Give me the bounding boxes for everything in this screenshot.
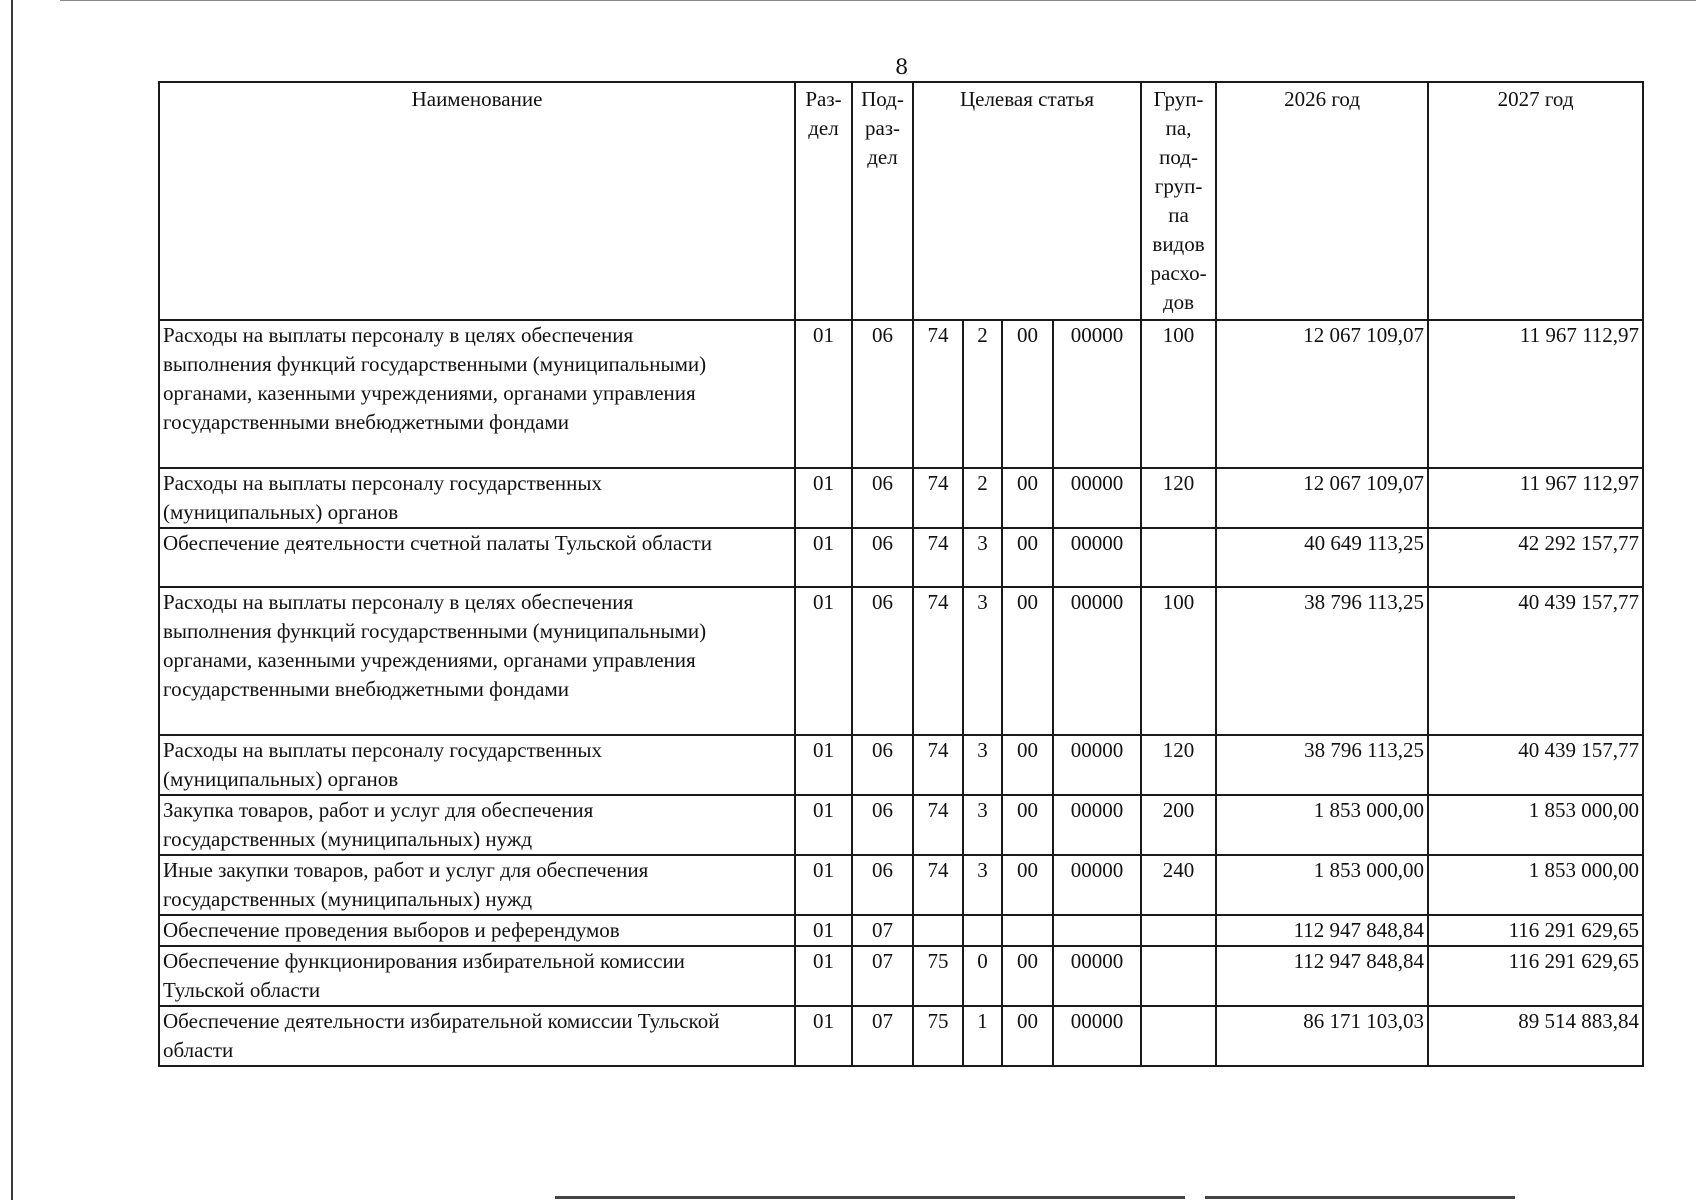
row-subsection: 06	[852, 795, 913, 855]
row-name	[159, 735, 795, 795]
row-section: 01	[795, 915, 852, 946]
row-name-line: государственными внебюджетными фондами	[163, 410, 570, 434]
row-amount-2027: 116 291 629,65	[1428, 946, 1643, 1006]
row-target-subprogram	[963, 915, 1002, 946]
row-target-direction: 00000	[1053, 855, 1141, 915]
table-row	[159, 735, 1643, 795]
row-target-subprogram: 2	[963, 320, 1002, 468]
row-name-line: органами, казенными учреждениями, органами управления	[163, 648, 696, 672]
row-amount-2026: 38 796 113,25	[1216, 735, 1428, 795]
row-expense-group	[1141, 1006, 1216, 1066]
row-target-event: 00	[1002, 855, 1053, 915]
row-target-event: 00	[1002, 587, 1053, 735]
row-amount-2026: 112 947 848,84	[1216, 915, 1428, 946]
row-target-event: 00	[1002, 1006, 1053, 1066]
row-expense-group: 120	[1141, 468, 1216, 528]
row-name-line: Тульской области	[163, 978, 321, 1002]
row-name-line: (муниципальных) органов	[163, 767, 399, 791]
row-amount-2026: 38 796 113,25	[1216, 587, 1428, 735]
header-subsection: Под- раз- дел	[852, 82, 913, 320]
row-name-line: выполнения функций государственными (муниципальными)	[163, 619, 707, 643]
row-target-program: 75	[913, 1006, 963, 1066]
row-name-line: Обеспечение деятельности избирательной комиссии Тульской	[163, 1009, 720, 1033]
row-target-event: 00	[1002, 735, 1053, 795]
row-name-line: Обеспечение деятельности счетной палаты Тульской области	[163, 531, 712, 555]
row-target-direction: 00000	[1053, 320, 1141, 468]
row-target-event	[1002, 915, 1053, 946]
row-target-subprogram: 1	[963, 1006, 1002, 1066]
row-name-line: государственных (муниципальных) нужд	[163, 827, 533, 851]
row-target-subprogram: 3	[963, 855, 1002, 915]
row-subsection: 06	[852, 528, 913, 587]
row-target-subprogram: 3	[963, 528, 1002, 587]
row-amount-2026: 1 853 000,00	[1216, 855, 1428, 915]
header-year-2026: 2026 год	[1216, 82, 1428, 320]
row-target-subprogram: 2	[963, 468, 1002, 528]
scan-edge-left	[11, 0, 13, 1200]
row-name	[159, 320, 795, 468]
row-name	[159, 795, 795, 855]
row-name-line: органами, казенными учреждениями, органами управления	[163, 381, 696, 405]
row-target-program: 74	[913, 735, 963, 795]
table-row	[159, 946, 1643, 1006]
row-amount-2027: 42 292 157,77	[1428, 528, 1643, 587]
table-row	[159, 587, 1643, 735]
row-amount-2027: 40 439 157,77	[1428, 735, 1643, 795]
row-subsection: 06	[852, 320, 913, 468]
row-amount-2026: 40 649 113,25	[1216, 528, 1428, 587]
table-row	[159, 855, 1643, 915]
table-row	[159, 1006, 1643, 1066]
budget-table	[158, 81, 1644, 1067]
row-section: 01	[795, 587, 852, 735]
row-target-event: 00	[1002, 795, 1053, 855]
row-amount-2026: 12 067 109,07	[1216, 468, 1428, 528]
table-row	[159, 915, 1643, 946]
row-target-direction	[1053, 915, 1141, 946]
row-section: 01	[795, 528, 852, 587]
row-target-subprogram: 3	[963, 795, 1002, 855]
row-expense-group: 120	[1141, 735, 1216, 795]
row-section: 01	[795, 735, 852, 795]
row-amount-2027: 1 853 000,00	[1428, 795, 1643, 855]
header-year-2027: 2027 год	[1428, 82, 1643, 320]
header-target-article: Целевая статья	[913, 82, 1141, 320]
row-amount-2026: 86 171 103,03	[1216, 1006, 1428, 1066]
row-target-program: 74	[913, 587, 963, 735]
row-expense-group: 100	[1141, 320, 1216, 468]
row-subsection: 06	[852, 735, 913, 795]
row-expense-group	[1141, 528, 1216, 587]
table-row	[159, 795, 1643, 855]
header-section: Раз- дел	[795, 82, 852, 320]
row-target-direction: 00000	[1053, 587, 1141, 735]
row-name-line: Расходы на выплаты персоналу в целях обеспечения	[163, 323, 634, 347]
row-target-program: 75	[913, 946, 963, 1006]
header-name: Наименование	[159, 82, 795, 320]
table-row	[159, 528, 1643, 587]
row-amount-2027: 40 439 157,77	[1428, 587, 1643, 735]
row-section: 01	[795, 855, 852, 915]
row-target-program: 74	[913, 320, 963, 468]
row-amount-2026: 12 067 109,07	[1216, 320, 1428, 468]
row-name	[159, 587, 795, 735]
scan-edge-bottom	[555, 1196, 1185, 1199]
row-target-subprogram: 0	[963, 946, 1002, 1006]
row-name-line: государственных (муниципальных) нужд	[163, 887, 533, 911]
row-target-direction: 00000	[1053, 528, 1141, 587]
row-name-line: области	[163, 1038, 234, 1062]
row-expense-group: 200	[1141, 795, 1216, 855]
row-name	[159, 1006, 795, 1066]
table-row	[159, 320, 1643, 468]
row-target-program: 74	[913, 795, 963, 855]
row-section: 01	[795, 468, 852, 528]
row-subsection: 06	[852, 855, 913, 915]
scan-edge-bottom	[1205, 1196, 1515, 1199]
row-subsection: 06	[852, 587, 913, 735]
row-name-line: Обеспечение проведения выборов и референдумов	[163, 918, 620, 942]
row-target-subprogram: 3	[963, 587, 1002, 735]
row-name	[159, 855, 795, 915]
row-name-line: государственными внебюджетными фондами	[163, 677, 570, 701]
row-name-line: Расходы на выплаты персоналу в целях обеспечения	[163, 590, 634, 614]
row-amount-2027: 11 967 112,97	[1428, 320, 1643, 468]
page-number: 8	[895, 55, 909, 79]
row-target-direction: 00000	[1053, 946, 1141, 1006]
row-expense-group: 100	[1141, 587, 1216, 735]
row-section: 01	[795, 795, 852, 855]
row-name-line: Расходы на выплаты персоналу государственных	[163, 471, 602, 495]
row-name-line: Иные закупки товаров, работ и услуг для обеспечения	[163, 858, 649, 882]
row-target-event: 00	[1002, 468, 1053, 528]
row-target-direction: 00000	[1053, 1006, 1141, 1066]
row-name-line: выполнения функций государственными (муниципальными)	[163, 352, 707, 376]
row-amount-2026: 112 947 848,84	[1216, 946, 1428, 1006]
row-target-program: 74	[913, 528, 963, 587]
row-amount-2027: 116 291 629,65	[1428, 915, 1643, 946]
header-expense-group: Груп- па, под- груп- па видов расхо- дов	[1141, 82, 1216, 320]
row-section: 01	[795, 946, 852, 1006]
row-subsection: 07	[852, 1006, 913, 1066]
table-row	[159, 468, 1643, 528]
row-subsection: 06	[852, 468, 913, 528]
row-expense-group: 240	[1141, 855, 1216, 915]
row-section: 01	[795, 320, 852, 468]
row-target-direction: 00000	[1053, 735, 1141, 795]
row-name-line: Закупка товаров, работ и услуг для обеспечения	[163, 798, 594, 822]
row-section: 01	[795, 1006, 852, 1066]
row-subsection: 07	[852, 915, 913, 946]
row-expense-group	[1141, 915, 1216, 946]
row-name	[159, 528, 795, 587]
row-target-direction: 00000	[1053, 795, 1141, 855]
row-target-program: 74	[913, 855, 963, 915]
row-subsection: 07	[852, 946, 913, 1006]
row-amount-2027: 1 853 000,00	[1428, 855, 1643, 915]
row-amount-2026: 1 853 000,00	[1216, 795, 1428, 855]
row-name-line: (муниципальных) органов	[163, 500, 399, 524]
row-name-line: Обеспечение функционирования избирательной комиссии	[163, 949, 685, 973]
row-amount-2027: 89 514 883,84	[1428, 1006, 1643, 1066]
row-target-program: 74	[913, 468, 963, 528]
row-expense-group	[1141, 946, 1216, 1006]
row-name-line: Расходы на выплаты персоналу государственных	[163, 738, 602, 762]
row-target-direction: 00000	[1053, 468, 1141, 528]
table-header-row	[159, 82, 1643, 320]
row-target-subprogram: 3	[963, 735, 1002, 795]
row-name	[159, 946, 795, 1006]
row-target-program	[913, 915, 963, 946]
row-target-event: 00	[1002, 946, 1053, 1006]
row-name	[159, 915, 795, 946]
row-amount-2027: 11 967 112,97	[1428, 468, 1643, 528]
scan-edge-top	[60, 0, 1696, 1]
row-target-event: 00	[1002, 528, 1053, 587]
row-name	[159, 468, 795, 528]
table-body	[159, 320, 1643, 1066]
row-target-event: 00	[1002, 320, 1053, 468]
